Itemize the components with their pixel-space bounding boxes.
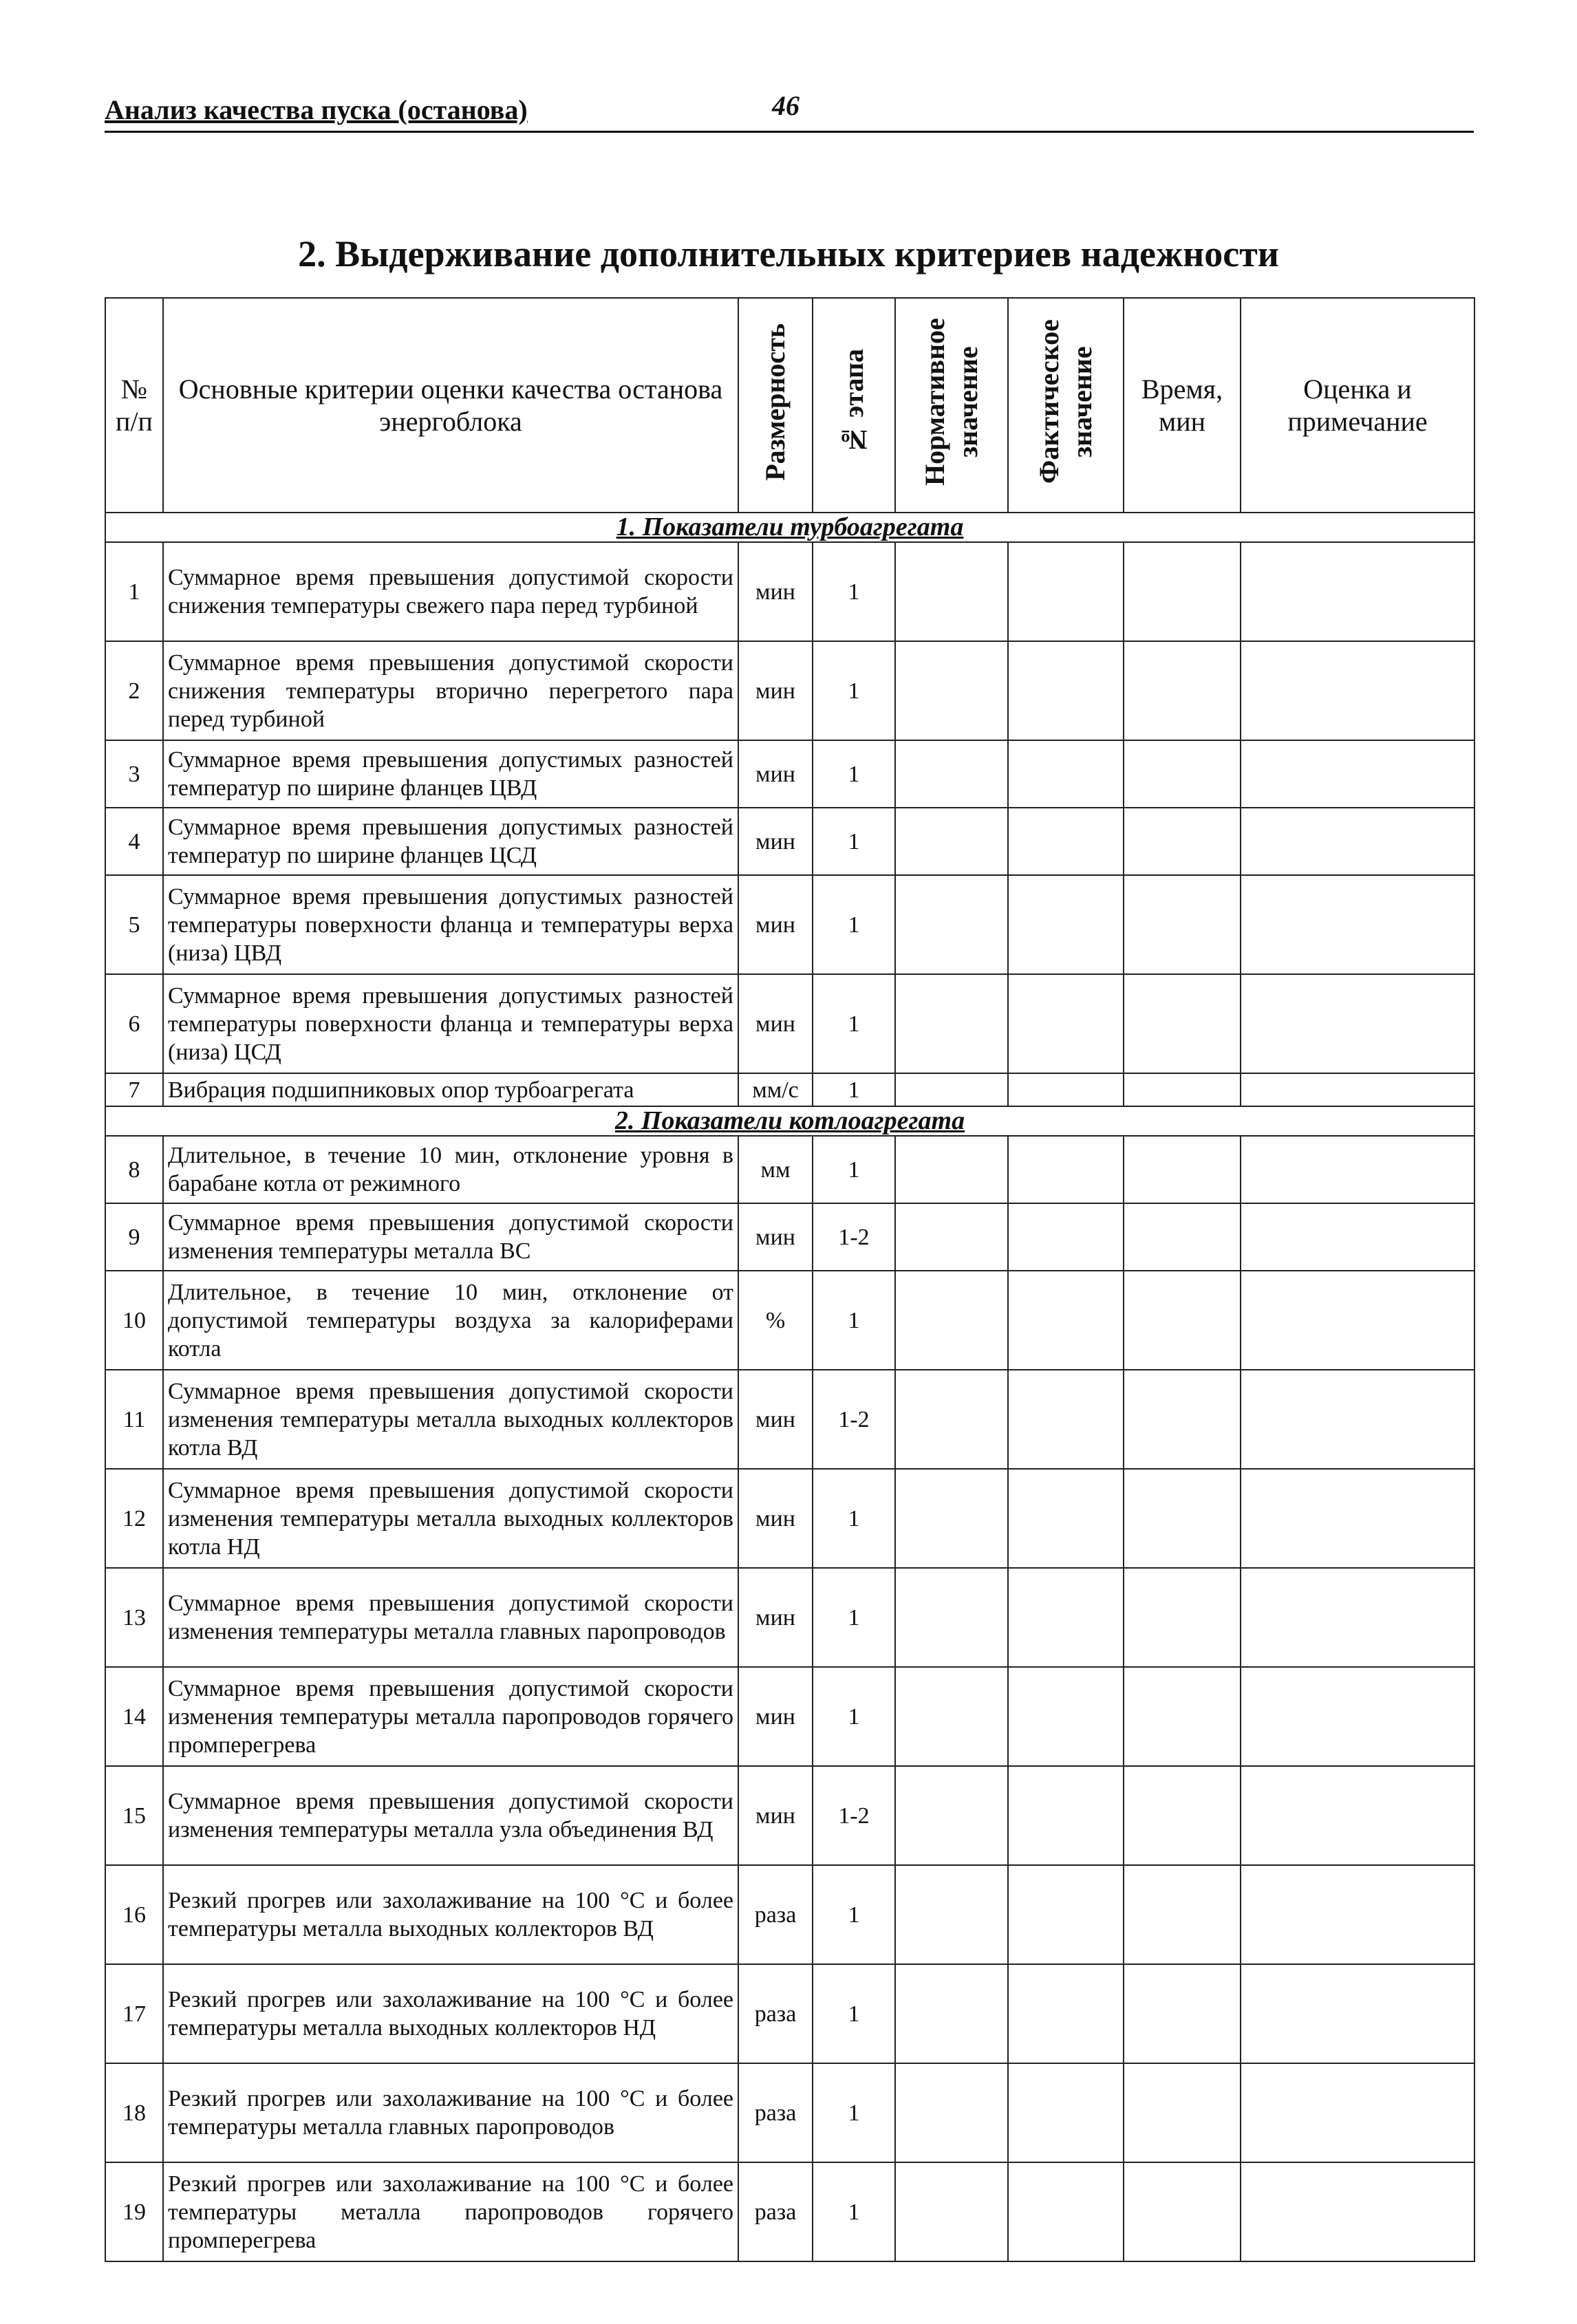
- row-number: 16: [105, 1865, 163, 1964]
- group-header-row: [105, 1106, 1474, 1136]
- row-actual-value: [1008, 1865, 1124, 1964]
- table-row: [105, 1203, 1474, 1271]
- row-assessment: [1241, 875, 1474, 974]
- table-header-row: [105, 298, 1474, 513]
- col-header-time: Время, мин: [1124, 298, 1241, 513]
- row-actual-value: [1008, 2063, 1124, 2162]
- table-row: [105, 1370, 1474, 1469]
- row-actual-value: [1008, 1568, 1124, 1667]
- row-stage: 1: [813, 1964, 895, 2063]
- row-unit: %: [738, 1271, 813, 1370]
- row-criteria: Суммарное время превышения допустимой скорости изменения температуры металла выходных коллекторов котла ВД: [163, 1370, 738, 1469]
- row-assessment: [1241, 1865, 1474, 1964]
- row-time: [1124, 974, 1241, 1073]
- row-criteria: Суммарное время превышения допустимых разностей температур по ширине фланцев ЦСД: [163, 808, 738, 875]
- row-criteria: Вибрация подшипниковых опор турбоагрегата: [163, 1073, 738, 1106]
- row-stage: 1: [813, 1568, 895, 1667]
- row-assessment: [1241, 1271, 1474, 1370]
- row-assessment: [1241, 542, 1474, 641]
- row-number: 11: [105, 1370, 163, 1469]
- col-header-num: № п/п: [105, 298, 163, 513]
- table-row: [105, 1271, 1474, 1370]
- row-actual-value: [1008, 808, 1124, 875]
- row-stage: 1: [813, 740, 895, 808]
- row-criteria: Резкий прогрев или захолаживание на 100 °С и более температуры металла выходных коллекторов НД: [163, 1964, 738, 2063]
- col-header-normative: [895, 298, 1008, 513]
- row-actual-value: [1008, 1766, 1124, 1865]
- col-header-assessment: Оценка и примечание: [1241, 298, 1474, 513]
- row-assessment: [1241, 2162, 1474, 2261]
- row-stage: 1: [813, 808, 895, 875]
- row-assessment: [1241, 1073, 1474, 1106]
- col-header-unit: [738, 298, 813, 513]
- row-actual-value: [1008, 641, 1124, 740]
- row-assessment: [1241, 1203, 1474, 1271]
- row-time: [1124, 740, 1241, 808]
- row-actual-value: [1008, 1964, 1124, 2063]
- row-stage: 1: [813, 1136, 895, 1203]
- row-normative-value: [895, 1203, 1008, 1271]
- row-time: [1124, 1964, 1241, 2063]
- row-number: 4: [105, 808, 163, 875]
- row-unit: мин: [738, 1667, 813, 1766]
- row-unit: раза: [738, 1865, 813, 1964]
- row-assessment: [1241, 974, 1474, 1073]
- table-row: [105, 1073, 1474, 1106]
- row-time: [1124, 1568, 1241, 1667]
- table-row: [105, 1766, 1474, 1865]
- row-time: [1124, 1865, 1241, 1964]
- row-criteria: Суммарное время превышения допустимой скорости снижения температуры вторично перегретого пара перед турбиной: [163, 641, 738, 740]
- row-normative-value: [895, 1136, 1008, 1203]
- row-time: [1124, 641, 1241, 740]
- row-criteria: Суммарное время превышения допустимой скорости изменения температуры металла ВС: [163, 1203, 738, 1271]
- table-row: [105, 1964, 1474, 2063]
- row-normative-value: [895, 1073, 1008, 1106]
- row-unit: мин: [738, 1469, 813, 1568]
- row-number: 2: [105, 641, 163, 740]
- row-stage: 1: [813, 2162, 895, 2261]
- row-normative-value: [895, 808, 1008, 875]
- row-criteria: Длительное, в течение 10 мин, отклонение от допустимой температуры воздуха за калориферами котла: [163, 1271, 738, 1370]
- section-title: 2. Выдерживание дополнительных критериев надежности: [298, 233, 1279, 275]
- table-body: [105, 513, 1474, 2261]
- criteria-table: [105, 297, 1475, 2262]
- row-time: [1124, 2162, 1241, 2261]
- row-number: 8: [105, 1136, 163, 1203]
- row-time: [1124, 1203, 1241, 1271]
- row-normative-value: [895, 2063, 1008, 2162]
- row-criteria: Суммарное время превышения допустимых разностей температуры поверхности фланца и температуры верха (низа) ЦВД: [163, 875, 738, 974]
- row-assessment: [1241, 1766, 1474, 1865]
- table-row: [105, 808, 1474, 875]
- row-stage: 1: [813, 2063, 895, 2162]
- row-time: [1124, 542, 1241, 641]
- table-row: [105, 875, 1474, 974]
- row-criteria: Суммарное время превышения допустимой скорости изменения температуры металла главных паропроводов: [163, 1568, 738, 1667]
- row-actual-value: [1008, 542, 1124, 641]
- row-time: [1124, 875, 1241, 974]
- row-criteria: Суммарное время превышения допустимой скорости изменения температуры металла выходных коллекторов котла НД: [163, 1469, 738, 1568]
- row-actual-value: [1008, 2162, 1124, 2261]
- row-actual-value: [1008, 740, 1124, 808]
- col-header-stage-label: № этапа: [838, 348, 869, 455]
- row-unit: мин: [738, 1766, 813, 1865]
- row-actual-value: [1008, 1370, 1124, 1469]
- row-time: [1124, 1766, 1241, 1865]
- row-actual-value: [1008, 1136, 1124, 1203]
- row-unit: мин: [738, 542, 813, 641]
- row-normative-value: [895, 641, 1008, 740]
- row-number: 7: [105, 1073, 163, 1106]
- row-stage: 1: [813, 1469, 895, 1568]
- row-criteria: Суммарное время превышения допустимой скорости изменения температуры металла паропроводов горячего промперегрева: [163, 1667, 738, 1766]
- row-criteria: Резкий прогрев или захолаживание на 100 °С и более температуры металла паропроводов горячего промперегрева: [163, 2162, 738, 2261]
- row-unit: мин: [738, 740, 813, 808]
- row-number: 3: [105, 740, 163, 808]
- row-time: [1124, 1667, 1241, 1766]
- row-unit: мин: [738, 808, 813, 875]
- row-assessment: [1241, 1469, 1474, 1568]
- row-stage: 1: [813, 1865, 895, 1964]
- row-number: 13: [105, 1568, 163, 1667]
- row-time: [1124, 1073, 1241, 1106]
- row-number: 9: [105, 1203, 163, 1271]
- row-normative-value: [895, 740, 1008, 808]
- col-header-unit-label: Размерность: [760, 323, 791, 481]
- row-assessment: [1241, 2063, 1474, 2162]
- row-criteria: Резкий прогрев или захолаживание на 100 °С и более температуры металла выходных коллекторов ВД: [163, 1865, 738, 1964]
- row-stage: 1-2: [813, 1766, 895, 1865]
- group-title: 1. Показатели турбоагрегата: [105, 513, 1474, 542]
- row-number: 6: [105, 974, 163, 1073]
- row-unit: раза: [738, 1964, 813, 2063]
- table-row: [105, 740, 1474, 808]
- table-row: [105, 1667, 1474, 1766]
- row-normative-value: [895, 542, 1008, 641]
- row-actual-value: [1008, 875, 1124, 974]
- row-unit: мин: [738, 1370, 813, 1469]
- row-stage: 1: [813, 875, 895, 974]
- row-time: [1124, 1370, 1241, 1469]
- row-assessment: [1241, 1370, 1474, 1469]
- row-unit: раза: [738, 2063, 813, 2162]
- col-header-normative-label: Нормативное значение: [919, 318, 983, 486]
- row-unit: мин: [738, 641, 813, 740]
- row-time: [1124, 2063, 1241, 2162]
- row-normative-value: [895, 1370, 1008, 1469]
- row-assessment: [1241, 1568, 1474, 1667]
- row-criteria: Длительное, в течение 10 мин, отклонение уровня в барабане котла от режимного: [163, 1136, 738, 1203]
- header-title: Анализ качества пуска (останова): [105, 94, 528, 125]
- row-stage: 1: [813, 1271, 895, 1370]
- row-normative-value: [895, 974, 1008, 1073]
- row-normative-value: [895, 1667, 1008, 1766]
- row-number: 10: [105, 1271, 163, 1370]
- row-stage: 1: [813, 542, 895, 641]
- row-unit: мм: [738, 1136, 813, 1203]
- row-stage: 1: [813, 641, 895, 740]
- row-unit: мин: [738, 875, 813, 974]
- row-time: [1124, 1271, 1241, 1370]
- table-row: [105, 542, 1474, 641]
- row-number: 15: [105, 1766, 163, 1865]
- row-stage: 1: [813, 1073, 895, 1106]
- row-actual-value: [1008, 1469, 1124, 1568]
- table-row: [105, 2063, 1474, 2162]
- table-row: [105, 641, 1474, 740]
- col-header-actual: [1008, 298, 1124, 513]
- row-normative-value: [895, 1469, 1008, 1568]
- table-row: [105, 1469, 1474, 1568]
- row-actual-value: [1008, 1271, 1124, 1370]
- col-header-stage: [813, 298, 895, 513]
- row-unit: мин: [738, 1568, 813, 1667]
- row-actual-value: [1008, 1667, 1124, 1766]
- col-header-actual-label: Фактическое значение: [1033, 319, 1097, 484]
- row-assessment: [1241, 641, 1474, 740]
- row-unit: мин: [738, 974, 813, 1073]
- row-criteria: Резкий прогрев или захолаживание на 100 °С и более температуры металла главных паропроводов: [163, 2063, 738, 2162]
- row-normative-value: [895, 1865, 1008, 1964]
- row-unit: мин: [738, 1203, 813, 1271]
- group-title: 2. Показатели котлоагрегата: [105, 1106, 1474, 1136]
- row-normative-value: [895, 1568, 1008, 1667]
- page-number: 46: [772, 90, 800, 121]
- row-number: 5: [105, 875, 163, 974]
- group-header-row: [105, 513, 1474, 542]
- row-criteria: Суммарное время превышения допустимой скорости снижения температуры свежего пара перед турбиной: [163, 542, 738, 641]
- row-actual-value: [1008, 1203, 1124, 1271]
- row-assessment: [1241, 1667, 1474, 1766]
- table-row: [105, 974, 1474, 1073]
- row-time: [1124, 1469, 1241, 1568]
- row-unit: мм/с: [738, 1073, 813, 1106]
- table-row: [105, 1136, 1474, 1203]
- row-actual-value: [1008, 974, 1124, 1073]
- table-row: [105, 1865, 1474, 1964]
- row-stage: 1: [813, 1667, 895, 1766]
- row-assessment: [1241, 1136, 1474, 1203]
- row-stage: 1-2: [813, 1203, 895, 1271]
- row-time: [1124, 1136, 1241, 1203]
- row-number: 1: [105, 542, 163, 641]
- row-stage: 1: [813, 974, 895, 1073]
- row-normative-value: [895, 1964, 1008, 2063]
- row-time: [1124, 808, 1241, 875]
- row-normative-value: [895, 875, 1008, 974]
- table-row: [105, 1568, 1474, 1667]
- row-actual-value: [1008, 1073, 1124, 1106]
- row-normative-value: [895, 2162, 1008, 2261]
- row-assessment: [1241, 1964, 1474, 2063]
- row-stage: 1-2: [813, 1370, 895, 1469]
- row-unit: раза: [738, 2162, 813, 2261]
- table-row: [105, 2162, 1474, 2261]
- row-normative-value: [895, 1766, 1008, 1865]
- row-number: 17: [105, 1964, 163, 2063]
- row-number: 14: [105, 1667, 163, 1766]
- row-number: 18: [105, 2063, 163, 2162]
- row-criteria: Суммарное время превышения допустимых разностей температур по ширине фланцев ЦВД: [163, 740, 738, 808]
- row-criteria: Суммарное время превышения допустимых разностей температуры поверхности фланца и температуры верха (низа) ЦСД: [163, 974, 738, 1073]
- row-normative-value: [895, 1271, 1008, 1370]
- running-header: [105, 88, 1474, 133]
- row-number: 12: [105, 1469, 163, 1568]
- row-number: 19: [105, 2162, 163, 2261]
- col-header-criteria: Основные критерии оценки качества останова энергоблока: [163, 298, 738, 513]
- row-criteria: Суммарное время превышения допустимой скорости изменения температуры металла узла объединения ВД: [163, 1766, 738, 1865]
- row-assessment: [1241, 740, 1474, 808]
- row-assessment: [1241, 808, 1474, 875]
